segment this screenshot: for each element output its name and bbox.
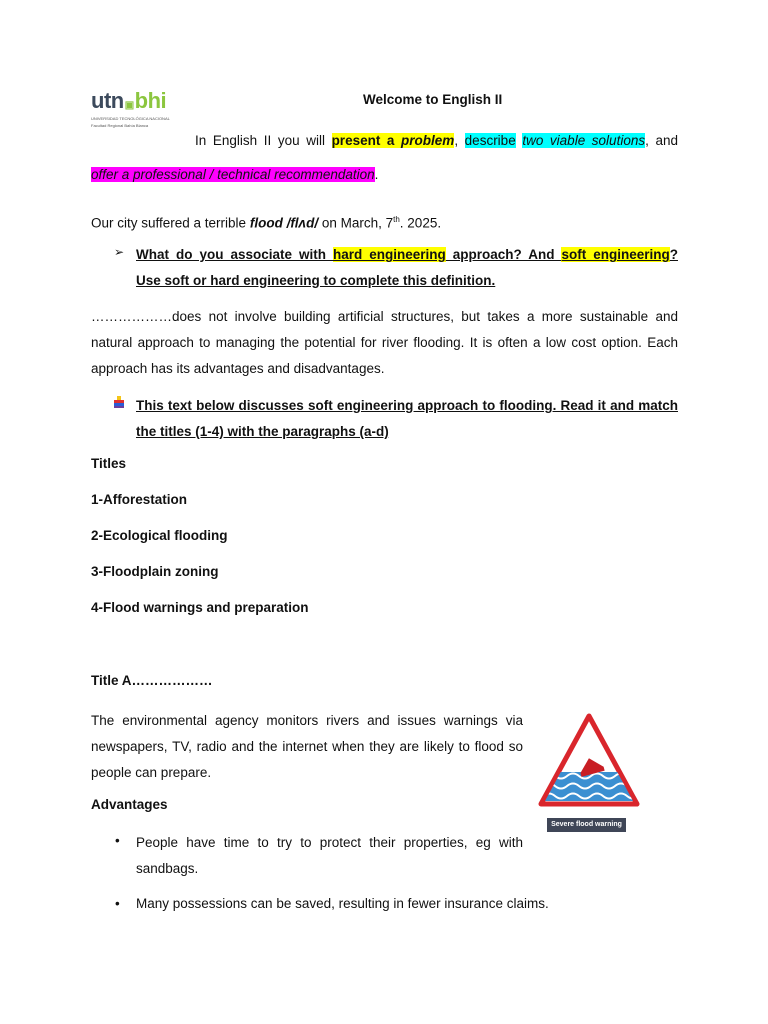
advantages-heading: Advantages <box>91 797 168 812</box>
question-2: This text below discusses soft engineering approach to flooding. Read it and match the titles (1-4) with the paragraphs (a-d) <box>136 398 678 439</box>
section-a-paragraph: The environmental agency monitors rivers and issues warnings via newspapers, TV, radio and the internet when they are likely to flood so people can prepare. <box>91 713 523 780</box>
title-item: 3-Floodplain zoning <box>91 564 219 579</box>
section-a-title: Title A……………… <box>91 673 213 688</box>
advantage-item: Many possessions can be saved, resulting in fewer insurance claims. <box>136 896 549 911</box>
logo-utn: utn <box>91 88 124 113</box>
logo-subtitle-1: UNIVERSIDAD TECNOLÓGICA NACIONAL <box>91 116 170 121</box>
flood-warning-sign-image <box>533 708 645 836</box>
intro-line-2: offer a professional / technical recommendation. <box>91 167 379 182</box>
titles-heading: Titles <box>91 456 127 471</box>
intro-line-1: In English II you will present a problem, describe two viable solutions, and <box>195 133 678 148</box>
city-sentence: Our city suffered a terrible flood /flʌd/ on March, 7th. 2025. <box>91 215 442 231</box>
sign-caption: Severe flood warning <box>547 818 626 832</box>
title-item: 1-Afforestation <box>91 492 188 507</box>
logo-bhi: bhi <box>134 88 167 113</box>
book-bullet-icon <box>113 396 125 410</box>
question-1: What do you associate with hard engineering approach? And soft engineering? Use soft or hard engineering to complete this definition. <box>136 247 678 288</box>
bullet-dot-icon: • <box>115 896 120 911</box>
advantage-item: People have time to try to protect their properties, eg with sandbags. <box>136 835 523 876</box>
arrow-bullet-icon: ➢ <box>114 245 125 259</box>
title-item: 4-Flood warnings and preparation <box>91 600 309 615</box>
bullet-dot-icon: • <box>115 833 120 848</box>
definition-paragraph: ………………does not involve building artificial structures, but takes a more sustainable and natural approach to managing the potential for river flooding. It is often a low cost option. Each approach has its advantages and disadvantages. <box>91 309 678 376</box>
warning-triangle-icon <box>533 708 645 818</box>
title-item: 2-Ecological flooding <box>91 528 228 543</box>
page-title: Welcome to English II <box>363 92 503 107</box>
university-logo: utn ▣ bhi UNIVERSIDAD TECNOLÓGICA NACIONAL Facultad Regional Bahía Blanca <box>91 64 186 144</box>
logo-subtitle-2: Facultad Regional Bahía Blanca <box>91 123 149 128</box>
